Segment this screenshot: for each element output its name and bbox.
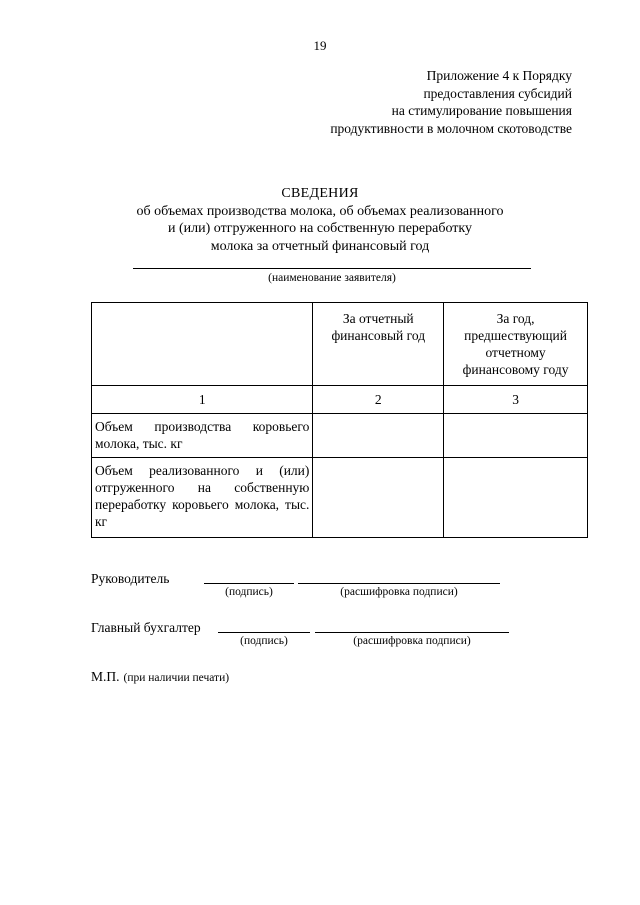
value-cell [313, 458, 444, 538]
stamp-note: (при наличии печати) [123, 672, 230, 684]
head-signature-line [204, 583, 294, 584]
value-cell [313, 414, 444, 458]
stamp-place [91, 668, 229, 686]
value-cell [444, 414, 588, 458]
table-row [92, 458, 588, 538]
title-heading: СВЕДЕНИЯ [281, 186, 359, 201]
accountant-decoding-caption: (расшифровка подписи) [353, 635, 471, 647]
document-title [0, 185, 640, 255]
accountant-decoding-line [315, 632, 509, 633]
table-number-row [92, 386, 588, 414]
table-row [92, 414, 588, 458]
column-number: 1 [92, 386, 313, 414]
title-line: об объемах производства молока, об объемах реализованного [136, 203, 504, 219]
value-cell [444, 458, 588, 538]
appendix-line: продуктивности в молочном скотоводстве [330, 120, 572, 136]
row-label: Объем производства коровьего молока, тыс. кг [92, 414, 313, 458]
title-line: и (или) отгруженного на собственную переработку [167, 221, 473, 236]
column-number: 3 [444, 386, 588, 414]
applicant-caption: (наименование заявителя) [268, 272, 396, 284]
accountant-signature-line [218, 632, 310, 633]
head-decoding-caption: (расшифровка подписи) [340, 586, 458, 598]
column-number: 2 [313, 386, 444, 414]
table-header-cell: За отчетный финансовый год [313, 303, 444, 386]
appendix-line: Приложение 4 к Порядку [426, 68, 572, 83]
accountant-label: Главный бухгалтер [91, 620, 201, 635]
stamp-mp-label: М.П. [91, 669, 120, 684]
head-signature-caption: (подпись) [225, 586, 273, 598]
row-label: Объем реализованного и (или) отгруженного на собственную переработку коровьего молока, тыс. кг [92, 458, 313, 538]
table-header-row [92, 303, 588, 386]
title-line: молока за отчетный финансовый год [210, 238, 430, 254]
head-label: Руководитель [91, 571, 170, 586]
production-table [91, 302, 588, 538]
appendix-reference [330, 67, 572, 137]
accountant-signature-caption: (подпись) [240, 635, 288, 647]
head-decoding-line [298, 583, 500, 584]
appendix-line: на стимулирование повышения [391, 103, 572, 118]
table-header-cell [92, 303, 313, 386]
appendix-line: предоставления субсидий [423, 85, 572, 101]
page-number: 19 [313, 38, 327, 53]
applicant-name-line [133, 268, 531, 269]
table-header-cell: За год, предшествующий отчетному финансовому году [444, 303, 588, 386]
